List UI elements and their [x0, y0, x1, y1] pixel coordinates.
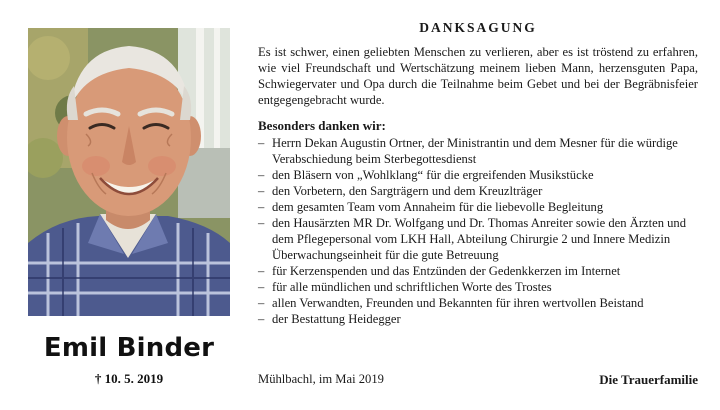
thanks-item: – Herrn Dekan Augustin Ortner, der Ministrantin und dem Mesner für die würdige Verabschiedung beim Sterbegottesdienst: [258, 135, 698, 167]
notice-text: [258, 20, 698, 327]
notice-heading: DANKSAGUNG: [419, 20, 537, 35]
place-date: Mühlbachl, im Mai 2019: [258, 372, 384, 386]
deceased-name: Emil Binder: [43, 333, 215, 363]
thanks-item: – allen Verwandten, Freunden und Bekannten für ihren wertvollen Beistand: [258, 295, 698, 311]
thanks-heading: Besonders danken wir:: [258, 118, 386, 133]
thanks-item: – den Hausärzten MR Dr. Wolfgang und Dr. Thomas Anreiter sowie den Ärzten und dem Pflegepersonal vom LKH Hall, Abteilung Chirurgie 2 und Innere Medizin Überwachungseinheit für die gute Betreuung: [258, 215, 698, 263]
thanks-item: – dem gesamten Team vom Annaheim für die liebevolle Begleitung: [258, 199, 698, 215]
death-date: † 10. 5. 2019: [94, 371, 164, 386]
intro-paragraph: Es ist schwer, einen geliebten Menschen zu verlieren, aber es ist tröstend zu erfahren, wie viel Freundschaft und Wertschätzung meinem lieben Mann, herzensguten Papa, Schwiegervater und Opa durch die Teilnahme beim Gebet und bei der Begräbnisfeier entgegengebracht wurde.: [258, 45, 698, 107]
thanks-item: – für Kerzenspenden und das Entzünden der Gedenkkerzen im Internet: [258, 263, 698, 279]
thanks-item: – den Vorbetern, den Sargträgern und dem Kreuzlträger: [258, 183, 698, 199]
signature: Die Trauerfamilie: [599, 372, 698, 387]
thanks-item: – den Bläsern von „Wohlklang“ für die ergreifenden Musikstücke: [258, 167, 698, 183]
portrait-photo: [28, 28, 230, 316]
thanks-list: [258, 135, 698, 327]
thanks-item: – der Bestattung Heidegger: [258, 311, 698, 327]
thanks-item: – für alle mündlichen und schriftlichen Worte des Trostes: [258, 279, 698, 295]
